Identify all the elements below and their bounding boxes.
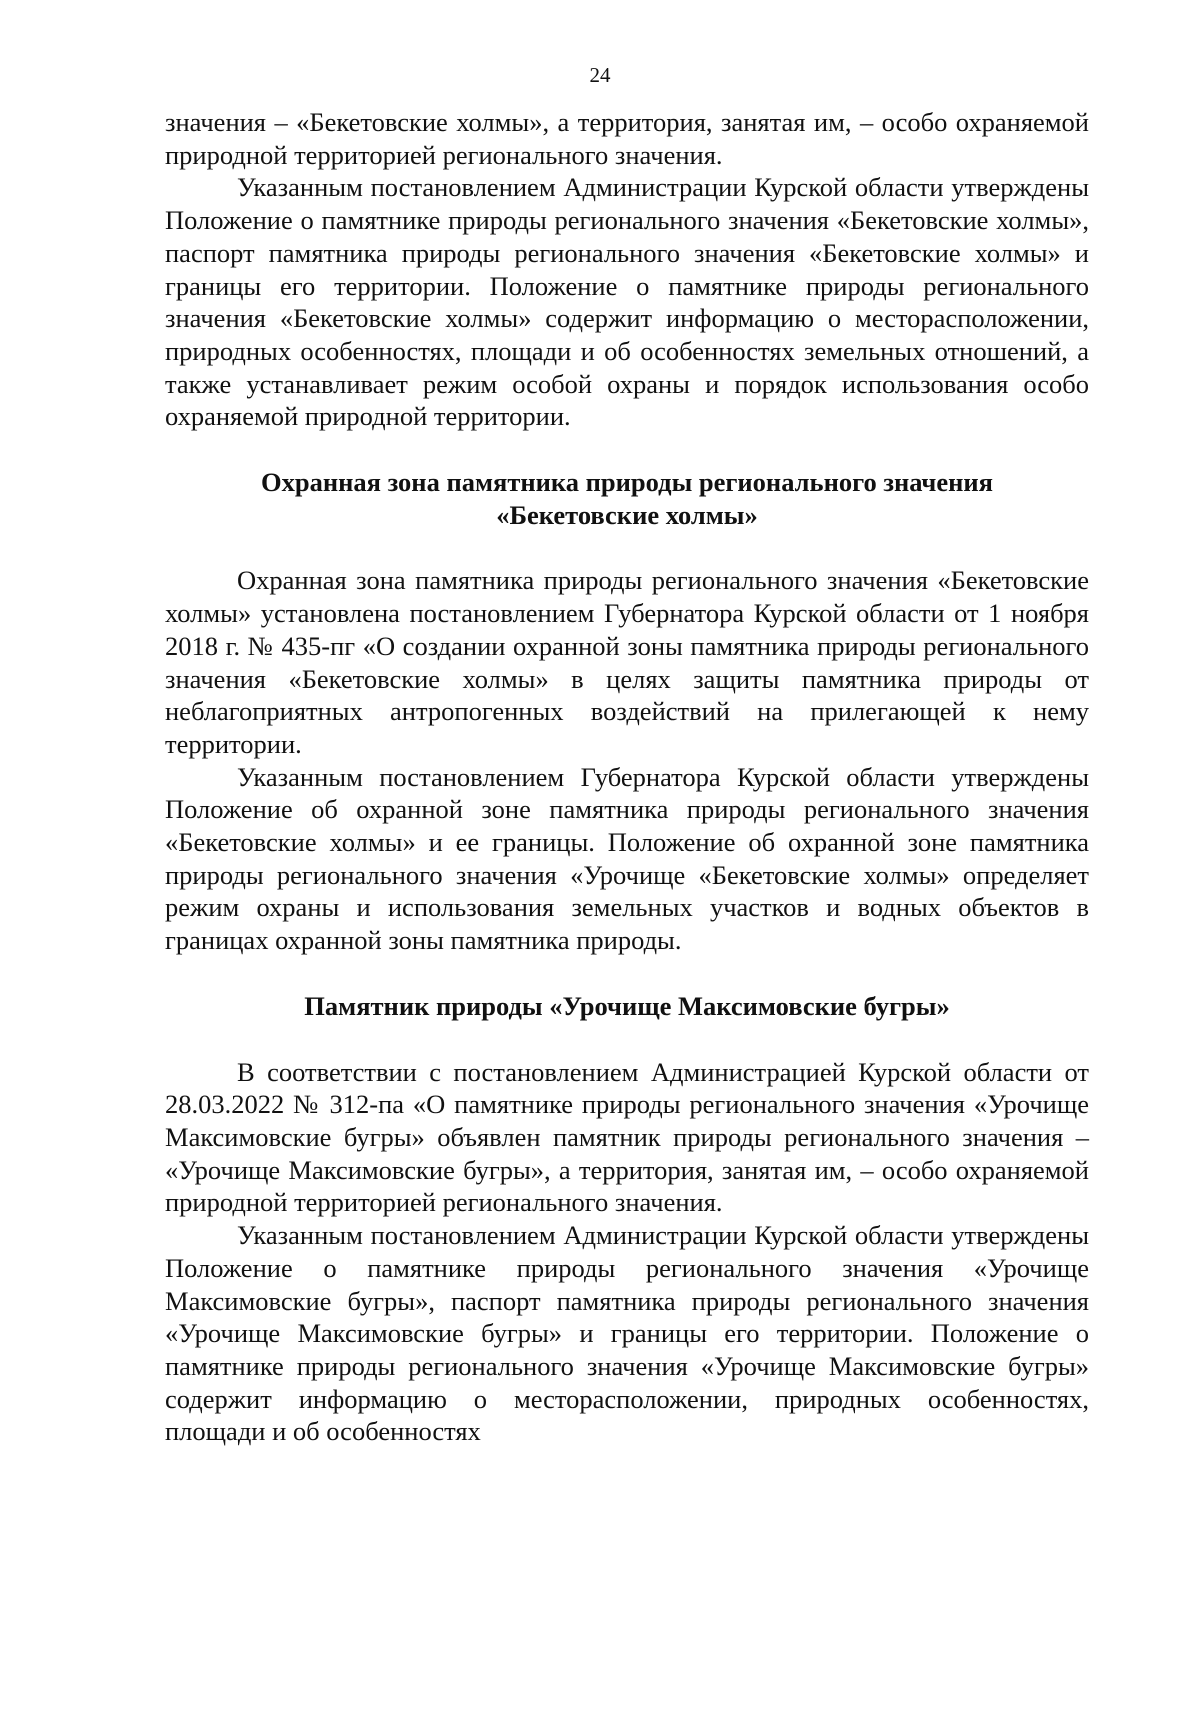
paragraph: Указанным постановлением Администрации Курской области утверждены Положение о памятнике природы регионального значения «Бекетовские холмы», паспорт памятника природы регионального значения «Бекетовские холмы» и границы его территории. Положение о памятнике природы регионального значения «Бекетовские холмы» содержит информацию о месторасположении, природных особенностях, площади и об особенностях земельных отношений, а также устанавливает режим особой охраны и порядок использования особо охраняемой природной территории.: [165, 172, 1089, 432]
paragraph: Указанным постановлением Администрации Курской области утверждены Положение о памятнике природы регионального значения «Урочище Максимовские бугры», паспорт памятника природы регионального значения «Урочище Максимовские бугры» и границы его территории. Положение о памятнике природы регионального значения «Урочище Максимовские бугры» содержит информацию о месторасположении, природных особенностях, площади и об особенностях: [165, 1220, 1089, 1447]
paragraph: В соответствии с постановлением Администрацией Курской области от 28.03.2022 № 312-па «О памятнике природы регионального значения «Урочище Максимовские бугры» объявлен памятник природы регионального значения – «Урочище Максимовские бугры», а территория, занятая им, – особо охраняемой природной территорией регионального значения.: [165, 1056, 1089, 1218]
spacer: [165, 1023, 1089, 1056]
section-heading-maksimovskie-bugry: Памятник природы «Урочище Максимовские бугры»: [304, 990, 950, 1021]
heading-line: Охранная зона памятника природы регионального значения: [260, 467, 994, 498]
spacer: [165, 957, 1089, 990]
spacer: [165, 433, 1089, 466]
spacer: [165, 531, 1089, 564]
page-number: 24: [589, 63, 611, 87]
paragraph: Указанным постановлением Губернатора Курской области утверждены Положение об охранной зоне памятника природы регионального значения «Бекетовские холмы» и ее границы. Положение об охранной зоне памятника природы регионального значения «Урочище «Бекетовские холмы» определяет режим охраны и использования земельных участков и водных объектов в границах охранной зоны памятника природы.: [165, 761, 1089, 956]
document-body: [165, 106, 1089, 1448]
heading-line: «Бекетовские холмы»: [496, 499, 758, 530]
section-heading-protected-zone: [165, 466, 1089, 531]
paragraph-continuation: значения – «Бекетовские холмы», а территория, занятая им, – особо охраняемой природной территорией регионального значения.: [165, 107, 1089, 170]
paragraph: Охранная зона памятника природы регионального значения «Бекетовские холмы» установлена постановлением Губернатора Курской области от 1 ноября 2018 г. № 435-пг «О создании охранной зоны памятника природы регионального значения «Бекетовские холмы» в целях защиты памятника природы от неблагоприятных антропогенных воздействий на прилегающей к нему территории.: [165, 565, 1089, 759]
